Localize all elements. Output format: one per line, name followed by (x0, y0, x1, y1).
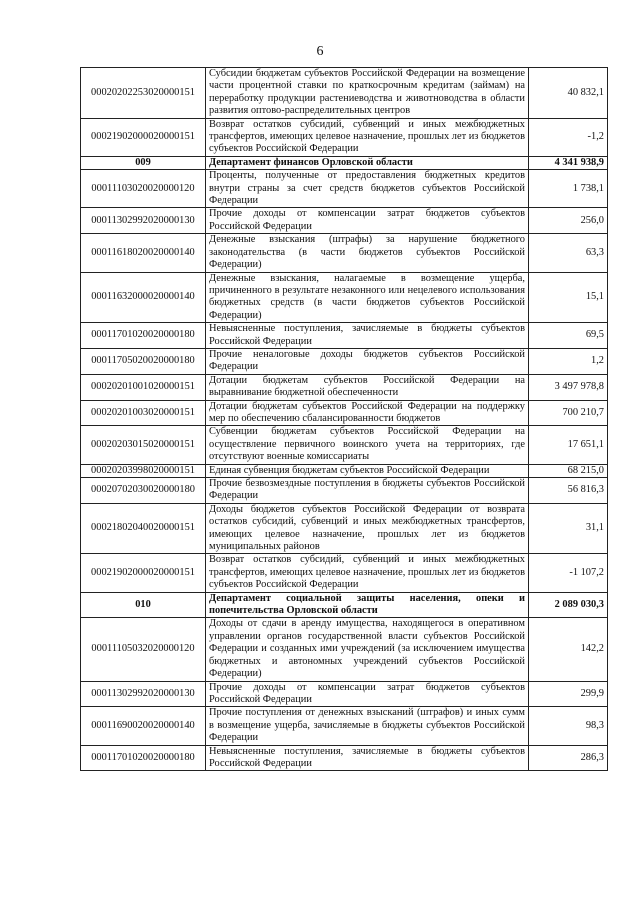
revenue-code-cell: 00011632000020000140 (81, 272, 206, 323)
amount-cell: 256,0 (529, 208, 608, 234)
table-row (81, 503, 608, 554)
amount-cell: -1,2 (529, 118, 608, 156)
amount-cell: 31,1 (529, 503, 608, 554)
description-cell: Доходы от сдачи в аренду имущества, находящегося в оперативном управлении органов государственной власти субъектов Российской Федерации и созданных ими учреждений (за исключением имущества бюджетных и автономных учреждений субъектов Российской Федерации) (206, 618, 529, 681)
amount-cell: 69,5 (529, 323, 608, 349)
amount-cell: 700 210,7 (529, 400, 608, 426)
description-cell: Прочие безвозмездные поступления в бюджеты субъектов Российской Федерации (206, 478, 529, 504)
amount-cell: 17 651,1 (529, 426, 608, 464)
revenue-code-cell: 00011701020020000180 (81, 323, 206, 349)
description-cell: Возврат остатков субсидий, субвенций и иных межбюджетных трансфертов, имеющих целевое назначение, прошлых лет из бюджетов субъектов Российской Федерации (206, 118, 529, 156)
revenue-code-cell: 010 (81, 592, 206, 618)
revenue-code-cell: 00011618020020000140 (81, 234, 206, 272)
table-row (81, 478, 608, 504)
description-cell: Прочие поступления от денежных взысканий (штрафов) и иных сумм в возмещение ущерба, зачисляемые в бюджеты субъектов Российской Федерации (206, 707, 529, 745)
description-cell: Доходы бюджетов субъектов Российской Федерации от возврата остатков субсидий, субвенций и иных межбюджетных трансфертов, имеющих целевое назначение, прошлых лет из бюджетов муниципальных районов (206, 503, 529, 554)
table-row (81, 707, 608, 745)
amount-cell: 56 816,3 (529, 478, 608, 504)
table-row (81, 426, 608, 464)
description-cell: Невыясненные поступления, зачисляемые в бюджеты субъектов Российской Федерации (206, 745, 529, 771)
amount-cell: 299,9 (529, 681, 608, 707)
revenue-code-cell: 00020203015020000151 (81, 426, 206, 464)
revenue-code-cell: 00020702030020000180 (81, 478, 206, 504)
page-number: 6 (316, 44, 324, 59)
description-cell: Невыясненные поступления, зачисляемые в бюджеты субъектов Российской Федерации (206, 323, 529, 349)
description-cell: Прочие доходы от компенсации затрат бюджетов субъектов Российской Федерации (206, 208, 529, 234)
revenue-code-cell: 00020201003020000151 (81, 400, 206, 426)
description-cell: Субвенции бюджетам субъектов Российской Федерации на осуществление первичного воинского учета на территориях, где отсутствуют военные комиссариаты (206, 426, 529, 464)
amount-cell: 2 089 030,3 (529, 592, 608, 618)
revenue-code-cell: 00011302992020000130 (81, 681, 206, 707)
description-cell: Денежные взыскания (штрафы) за нарушение бюджетного законодательства (в части бюджетов субъектов Российской Федерации) (206, 234, 529, 272)
revenue-code-cell: 00011302992020000130 (81, 208, 206, 234)
amount-cell: 3 497 978,8 (529, 374, 608, 400)
revenue-code-cell: 009 (81, 156, 206, 169)
amount-cell: 1 738,1 (529, 170, 608, 208)
department-row (81, 592, 608, 618)
revenue-code-cell: 00020203998020000151 (81, 464, 206, 477)
revenue-code-cell: 00011105032020000120 (81, 618, 206, 681)
revenue-code-cell: 00011701020020000180 (81, 745, 206, 771)
amount-cell: 1,2 (529, 348, 608, 374)
description-cell: Субсидии бюджетам субъектов Российской Федерации на возмещение части процентной ставки по краткосрочным кредитам (займам) на переработку продукции растениеводства и животноводства в области развития оптово-распределительных центров (206, 68, 529, 119)
table-body (81, 68, 608, 771)
revenue-code-cell: 00020202253020000151 (81, 68, 206, 119)
description-cell: Проценты, полученные от предоставления бюджетных кредитов внутри страны за счет средств бюджетов субъектов Российской Федерации (206, 170, 529, 208)
description-cell: Департамент социальной защиты населения, опеки и попечительства Орловской области (206, 592, 529, 618)
description-cell: Возврат остатков субсидий, субвенций и иных межбюджетных трансфертов, имеющих целевое назначение, прошлых лет из бюджетов субъектов Российской Федерации (206, 554, 529, 592)
description-cell: Единая субвенция бюджетам субъектов Российской Федерации (206, 464, 529, 477)
description-cell: Дотации бюджетам субъектов Российской Федерации на поддержку мер по обеспечению сбалансированности бюджетов (206, 400, 529, 426)
table-row (81, 464, 608, 477)
description-cell: Денежные взыскания, налагаемые в возмещение ущерба, причиненного в результате незаконного или нецелевого использования бюджетных средств (в части бюджетов субъектов Российской Федерации) (206, 272, 529, 323)
amount-cell: 286,3 (529, 745, 608, 771)
amount-cell: 98,3 (529, 707, 608, 745)
description-cell: Департамент финансов Орловской области (206, 156, 529, 169)
table-row (81, 170, 608, 208)
revenue-code-cell: 00020201001020000151 (81, 374, 206, 400)
table-row (81, 208, 608, 234)
amount-cell: 142,2 (529, 618, 608, 681)
revenue-code-cell: 00011103020020000120 (81, 170, 206, 208)
table-row (81, 234, 608, 272)
table-row (81, 374, 608, 400)
amount-cell: 68 215,0 (529, 464, 608, 477)
table-row (81, 745, 608, 771)
table-row (81, 118, 608, 156)
table-row (81, 323, 608, 349)
revenue-code-cell: 00011690020020000140 (81, 707, 206, 745)
description-cell: Дотации бюджетам субъектов Российской Федерации на выравнивание бюджетной обеспеченности (206, 374, 529, 400)
amount-cell: 40 832,1 (529, 68, 608, 119)
table-row (81, 68, 608, 119)
revenue-code-cell: 00021902000020000151 (81, 554, 206, 592)
description-cell: Прочие доходы от компенсации затрат бюджетов субъектов Российской Федерации (206, 681, 529, 707)
description-cell: Прочие неналоговые доходы бюджетов субъектов Российской Федерации (206, 348, 529, 374)
table-row (81, 400, 608, 426)
revenue-code-cell: 00021802040020000151 (81, 503, 206, 554)
amount-cell: 15,1 (529, 272, 608, 323)
budget-income-table (80, 67, 608, 771)
table-row (81, 554, 608, 592)
table-row (81, 618, 608, 681)
amount-cell: -1 107,2 (529, 554, 608, 592)
department-row (81, 156, 608, 169)
revenue-code-cell: 00011705020020000180 (81, 348, 206, 374)
amount-cell: 4 341 938,9 (529, 156, 608, 169)
amount-cell: 63,3 (529, 234, 608, 272)
table-row (81, 272, 608, 323)
table-row (81, 681, 608, 707)
revenue-code-cell: 00021902000020000151 (81, 118, 206, 156)
table-row (81, 348, 608, 374)
